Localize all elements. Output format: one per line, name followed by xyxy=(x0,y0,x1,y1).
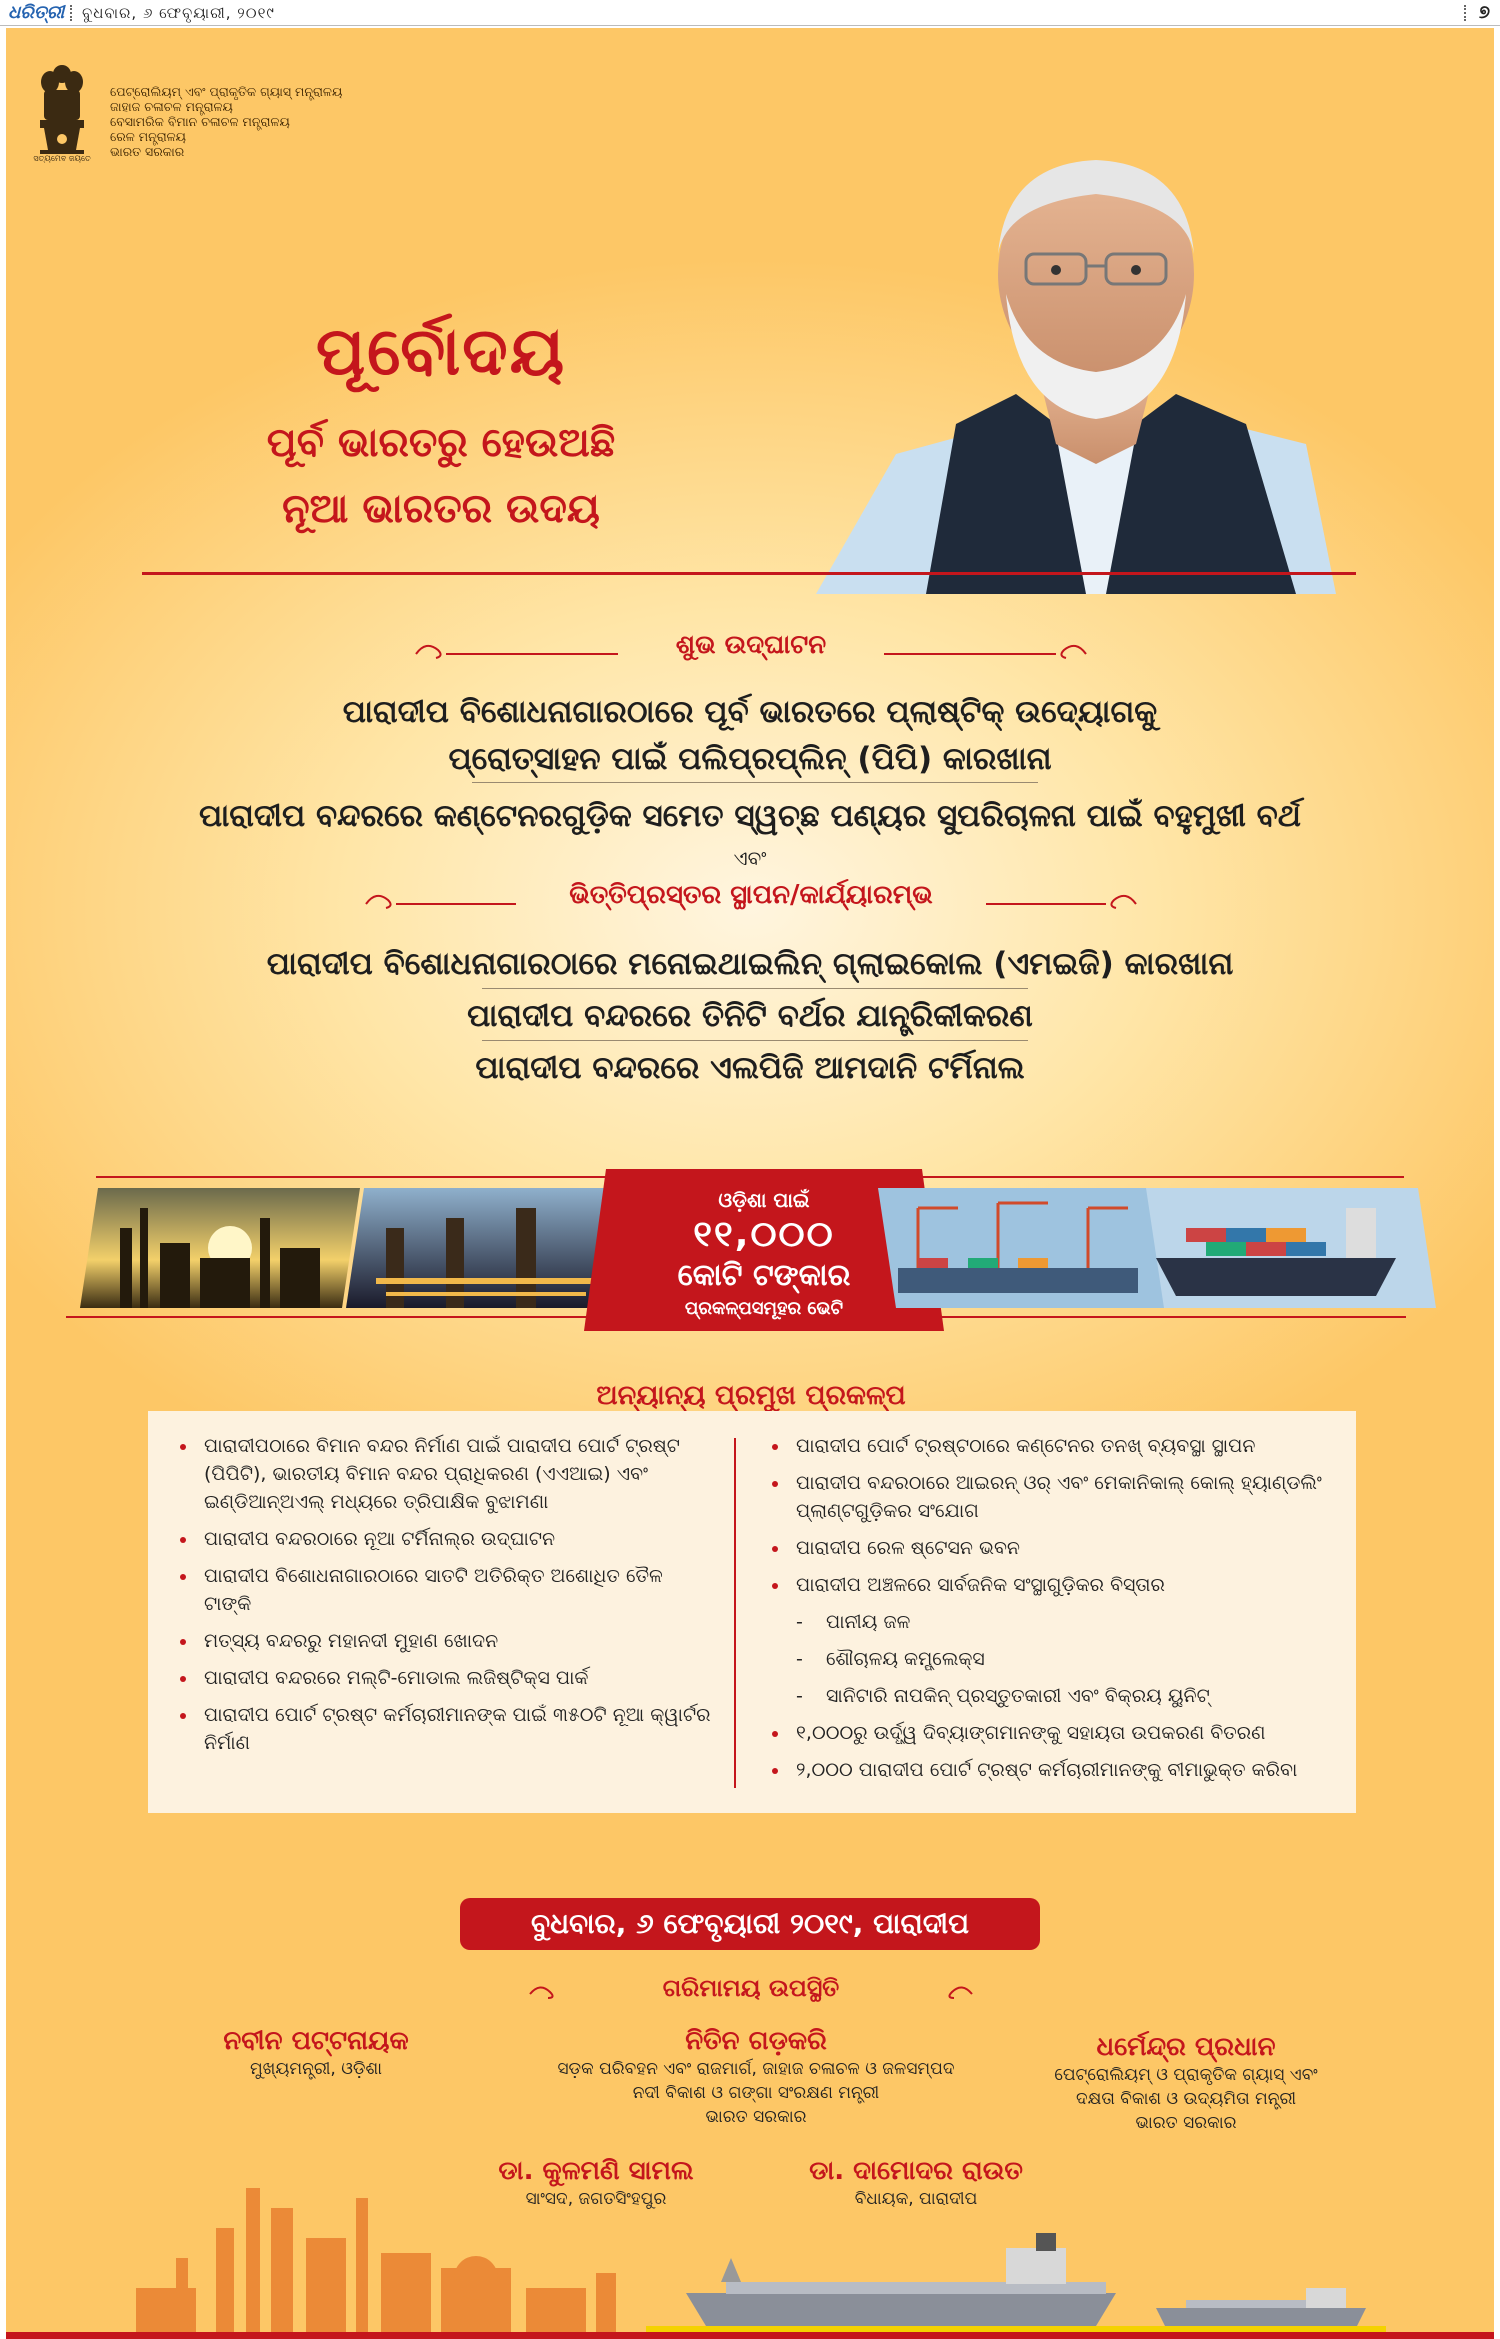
presence-heading xyxy=(406,1970,1096,2014)
ministry-line: ରେଳ ମନ୍ତ୍ରାଳୟ xyxy=(110,129,186,144)
foundation-line-2: ପାରାଦୀପ ବନ୍ଦରରେ ତିନିଟି ବର୍ଥର ଯାନ୍ତ୍ରିକୀକରଣ xyxy=(467,998,1033,1034)
foundation-line-3: ପାରାଦୀପ ବନ୍ଦରରେ ଏଲପିଜି ଆମଦାନି ଟର୍ମିନାଲ xyxy=(475,1050,1025,1086)
inauguration-line-3: ପାରାଦୀପ ବନ୍ଦରରେ କଣ୍ଟେନରଗୁଡ଼ିକ ସମେତ ସ୍ୱଚ୍ଛ ପଣ୍ୟର ସୁପରିଚାଳନା ପାଇଁ ବହୁମୁଖୀ ବର୍ଥ xyxy=(199,798,1301,834)
sub-list-item xyxy=(766,1682,1346,1710)
list-item xyxy=(174,1627,714,1655)
list-item-text: ପାରାଦୀପ ବନ୍ଦରଠାରେ ଆଇରନ୍ ଓର୍ ଏବଂ ମେକାନିକାଲ୍ କୋଲ୍ ହ୍ୟାଣ୍ଡଲିଂ ପ୍ଲାଣ୍ଟଗୁଡ଼ିକର ସଂଯୋଗ xyxy=(796,1472,1322,1522)
bullet-icon xyxy=(180,1676,186,1682)
ministries-list xyxy=(110,84,430,159)
dignitary-desc: ସାଂସଦ, ଜଗତସିଂହପୁର xyxy=(525,2189,667,2209)
header-separator xyxy=(70,5,72,21)
sub-list-item-text: ଶୌଚାଳୟ କମ୍ପ୍ଲେକ୍ସ xyxy=(826,1648,985,1670)
list-item xyxy=(766,1719,1346,1747)
bullet-icon xyxy=(180,1444,186,1450)
projects-heading: ଅନ୍ୟାନ୍ୟ ପ୍ରମୁଖ ପ୍ରକଳ୍ପ xyxy=(596,1380,906,1411)
dignitary-desc: ଦକ୍ଷତା ବିକାଶ ଓ ଉଦ୍ୟମିତା ମନ୍ତ୍ରୀ xyxy=(1075,2089,1297,2109)
sub-list-item-text: ପାନୀୟ ଜଳ xyxy=(826,1611,911,1633)
headline-divider xyxy=(142,572,1356,575)
highlight-amount: ୧୧,୦୦୦ xyxy=(693,1214,835,1255)
projects-right-column xyxy=(766,1432,1346,1793)
bullet-icon xyxy=(772,1444,778,1450)
list-item-text: ପାରାଦୀପ ବନ୍ଦରଠାରେ ନୂଆ ଟର୍ମିନାଲ୍‌ର ଉଦ୍‌ଘାଟନ xyxy=(204,1528,556,1550)
dignitary-desc: ବିଧାୟକ, ପାରାଦୀପ xyxy=(854,2189,978,2209)
foundation-heading xyxy=(406,876,1096,920)
highlight-line-4: ପ୍ରକଳ୍ପସମୂହର ଭେଟି xyxy=(684,1298,844,1319)
dignitary-desc: ମୁଖ୍ୟମନ୍ତ୍ରୀ, ଓଡ଼ିଶା xyxy=(249,2059,383,2079)
bullet-icon xyxy=(180,1639,186,1645)
bullet-icon xyxy=(772,1731,778,1737)
dignitary-name: ଡା. କୁଳମଣି ସାମଲ xyxy=(498,2156,694,2186)
list-item-text: ପାରାଦୀପ ପୋର୍ଟ ଟ୍ରଷ୍ଟଠାରେ କଣ୍ଟେନର ତନଖ୍ ବ୍ୟବସ୍ଥା ସ୍ଥାପନ xyxy=(796,1435,1256,1457)
list-item-text: ପାରାଦୀପ ବନ୍ଦରରେ ମଲ୍ଟି-ମୋଡାଲ ଲଜିଷ୍ଟିକ୍ସ ପାର୍କ xyxy=(204,1667,589,1689)
dignitary xyxy=(476,2026,1036,2129)
highlight-line-3: କୋଟି ଟଙ୍କାର xyxy=(677,1258,851,1293)
dignitary-name: ଧର୍ମେନ୍ଦ୍ର ପ୍ରଧାନ xyxy=(1096,2032,1276,2062)
newspaper-date: ବୁଧବାର, ୬ ଫେବୃୟାରୀ, ୨୦୧୯ xyxy=(82,3,275,22)
list-item xyxy=(174,1562,714,1618)
inauguration-heading-text: ଶୁଭ ଉଦ୍‌ଘାଟନ xyxy=(675,630,827,660)
dash-icon: - xyxy=(796,1611,803,1633)
dash-icon: - xyxy=(796,1685,803,1707)
underline xyxy=(482,1040,1028,1041)
presence-heading-text: ଗରିମାମୟ ଉପସ୍ଥିତି xyxy=(662,1974,840,2002)
bullet-icon xyxy=(772,1481,778,1487)
list-item-text: ୧,୦୦୦ରୁ ଉର୍ଦ୍ଧ୍ୱ ଦିବ୍ୟାଙ୍ଗମାନଙ୍କୁ ସହାୟତା ଉପକରଣ ବିତରଣ xyxy=(796,1722,1266,1744)
bullet-icon xyxy=(180,1713,186,1719)
headline-title: ପୂର୍ବୋଦୟ xyxy=(315,313,567,390)
list-item-text: ମତ୍ସ୍ୟ ବନ୍ଦରରୁ ମହାନଦୀ ମୁହାଣ ଖୋଦନ xyxy=(204,1630,499,1652)
dignitary-desc: ଭାରତ ସରକାର xyxy=(705,2107,807,2127)
list-item xyxy=(766,1756,1346,1784)
dignitary xyxy=(156,2026,476,2081)
list-item-text: ପାରାଦୀପ ଅଞ୍ଚଳରେ ସାର୍ବଜନିକ ସଂସ୍ଥାଗୁଡ଼ିକର ବିସ୍ତାର xyxy=(796,1574,1165,1596)
emblem-caption: ସତ୍ୟମେବ ଜୟତେ xyxy=(33,154,91,163)
port-photo-1 xyxy=(878,1188,1168,1308)
list-item xyxy=(174,1432,714,1516)
dignitary-desc: ପେଟ୍ରୋଲିୟମ୍ ଓ ପ୍ରାକୃତିକ ଗ୍ୟାସ୍ ଏବଂ xyxy=(1054,2065,1318,2085)
list-item-text: ପାରାଦୀପ ପୋର୍ଟ ଟ୍ରଷ୍ଟ କର୍ମଚାରୀମାନଙ୍କ ପାଇଁ ୩୫୦ଟି ନୂଆ କ୍ୱାର୍ଟର ନିର୍ମାଣ xyxy=(204,1704,711,1754)
sub-list-item xyxy=(766,1645,1346,1673)
inauguration-heading xyxy=(406,626,1096,670)
sub-list-item xyxy=(766,1608,1346,1636)
port-photo-2 xyxy=(1146,1188,1436,1308)
dash-icon: - xyxy=(796,1648,803,1670)
dignitary-desc: ନଦୀ ବିକାଶ ଓ ଗଙ୍ଗା ସଂରକ୍ଷଣ ମନ୍ତ୍ରୀ xyxy=(632,2083,880,2103)
projects-left-column xyxy=(174,1432,714,1766)
ministry-line: ଭାରତ ସରକାର xyxy=(110,144,185,159)
list-item-text: ୨,୦୦୦ ପାରାଦୀପ ପୋର୍ଟ ଟ୍ରଷ୍ଟ କର୍ମଚାରୀମାନଙ୍କୁ ବୀମାଭୁକ୍ତ କରିବା xyxy=(796,1759,1298,1781)
dignitary-desc: ସଡ଼କ ପରିବହନ ଏବଂ ରାଜମାର୍ଗ, ଜାହାଜ ଚଳାଚଳ ଓ ଜଳସମ୍ପଦ xyxy=(557,2059,955,2079)
and-connector: ଏବଂ xyxy=(733,846,767,870)
newspaper-header xyxy=(0,0,1500,26)
ministry-line: ଜାହାଜ ଚଳାଚଳ ମନ୍ତ୍ରାଳୟ xyxy=(110,99,233,114)
dignitary xyxy=(1006,2032,1366,2135)
event-date-banner: ବୁଧବାର, ୬ ଫେବୃୟାରୀ ୨୦୧୯, ପାରାଦୀପ xyxy=(460,1898,1040,1950)
newspaper-logo: ଧରିତ୍ରୀ xyxy=(8,2,65,23)
skyline-illustration xyxy=(6,2178,1494,2339)
bullet-icon xyxy=(772,1768,778,1774)
list-item xyxy=(766,1571,1346,1599)
sub-list-item-text: ସାନିଟାରି ନାପକିନ୍ ପ୍ରସ୍ତୁତକାରୀ ଏବଂ ବିକ୍ରୟ ୟୁନିଟ୍ xyxy=(826,1685,1210,1707)
portrait-image xyxy=(806,124,1346,594)
list-item-text: ପାରାଦୀପ ବିଶୋଧନାଗାରଠାରେ ସାତଟି ଅତିରିକ୍ତ ଅଶୋଧିତ ତୈଳ ଟାଙ୍କି xyxy=(204,1565,663,1615)
dignitary-name: ନବୀନ ପଟ୍ଟନାୟକ xyxy=(223,2026,409,2056)
list-item xyxy=(174,1525,714,1553)
foundation-heading-text: ଭିତ୍ତିପ୍ରସ୍ତର ସ୍ଥାପନ/କାର୍ଯ୍ୟାରମ୍ଭ xyxy=(569,880,933,910)
refinery-photo-1 xyxy=(80,1188,360,1308)
dignitary-name: ନିତିନ ଗଡ଼କରି xyxy=(685,2026,827,2056)
list-item xyxy=(766,1534,1346,1562)
ministry-line: ପେଟ୍ରୋଲିୟମ୍ ଏବଂ ପ୍ରାକୃତିକ ଗ୍ୟାସ୍ ମନ୍ତ୍ରାଳୟ xyxy=(110,84,343,99)
list-item xyxy=(766,1432,1346,1460)
advertisement xyxy=(6,28,1494,2339)
list-item xyxy=(766,1469,1346,1525)
foundation-line-1: ପାରାଦୀପ ବିଶୋଧନାଗାରଠାରେ ମନୋଇଥାଇଲିନ୍ ଗ୍ଲାଇକୋଲ (ଏମଇଜି) କାରଖାନା xyxy=(266,946,1234,982)
underline xyxy=(482,988,1028,989)
dignitary-name: ଡା. ଦାମୋଦର ରାଉତ xyxy=(809,2156,1023,2186)
ministry-line: ବେସାମରିକ ବିମାନ ଚଳାଚଳ ମନ୍ତ୍ରାଳୟ xyxy=(110,114,290,129)
bullet-icon xyxy=(772,1583,778,1589)
bullet-icon xyxy=(180,1537,186,1543)
inauguration-line-1: ପାରାଦୀପ ବିଶୋଧନାଗାରଠାରେ ପୂର୍ବ ଭାରତରେ ପ୍ଲାଷ୍ଟିକ୍ ଉଦ୍ୟୋଗକୁ xyxy=(342,694,1158,730)
inauguration-line-2: ପ୍ରୋତ୍ସାହନ ପାଇଁ ପଲିପ୍ରପ୍ଲିନ୍ (ପିପି) କାରଖାନା xyxy=(448,741,1052,777)
dignitary-desc: ଭାରତ ସରକାର xyxy=(1135,2113,1237,2133)
list-item xyxy=(174,1664,714,1692)
underline xyxy=(472,782,1038,783)
headline-line-2: ନୂଆ ଭାରତର ଉଦୟ xyxy=(282,486,600,532)
bullet-icon xyxy=(180,1574,186,1580)
bullet-icon xyxy=(772,1546,778,1552)
projects-column-divider xyxy=(734,1438,736,1788)
list-item-text: ପାରାଦୀପ ରେଳ ଷ୍ଟେସନ ଭବନ xyxy=(796,1537,1021,1559)
header-separator-right xyxy=(1464,5,1466,21)
page-number: ୭ xyxy=(1478,2,1490,23)
list-item-text: ପାରାଦୀପଠାରେ ବିମାନ ବନ୍ଦର ନିର୍ମାଣ ପାଇଁ ପାରାଦୀପ ପୋର୍ଟ ଟ୍ରଷ୍ଟ (ପିପିଟି), ଭାରତୀୟ ବିମାନ ବନ୍ଦର ପ୍ରାଧିକରଣ (ଏଏଆଇ) ଏବଂ ଇଣ୍ଡିଆନ୍‌ଅଏଲ୍ ମଧ୍ୟରେ ତ୍ରିପାକ୍ଷିକ ବୁଝାମଣା xyxy=(204,1435,680,1513)
highlight-line-1: ଓଡ଼ିଶା ପାଇଁ xyxy=(718,1188,810,1212)
headline-line-1: ପୂର୍ବ ଭାରତରୁ ହେଉଅଛି xyxy=(266,420,616,466)
list-item xyxy=(174,1701,714,1757)
